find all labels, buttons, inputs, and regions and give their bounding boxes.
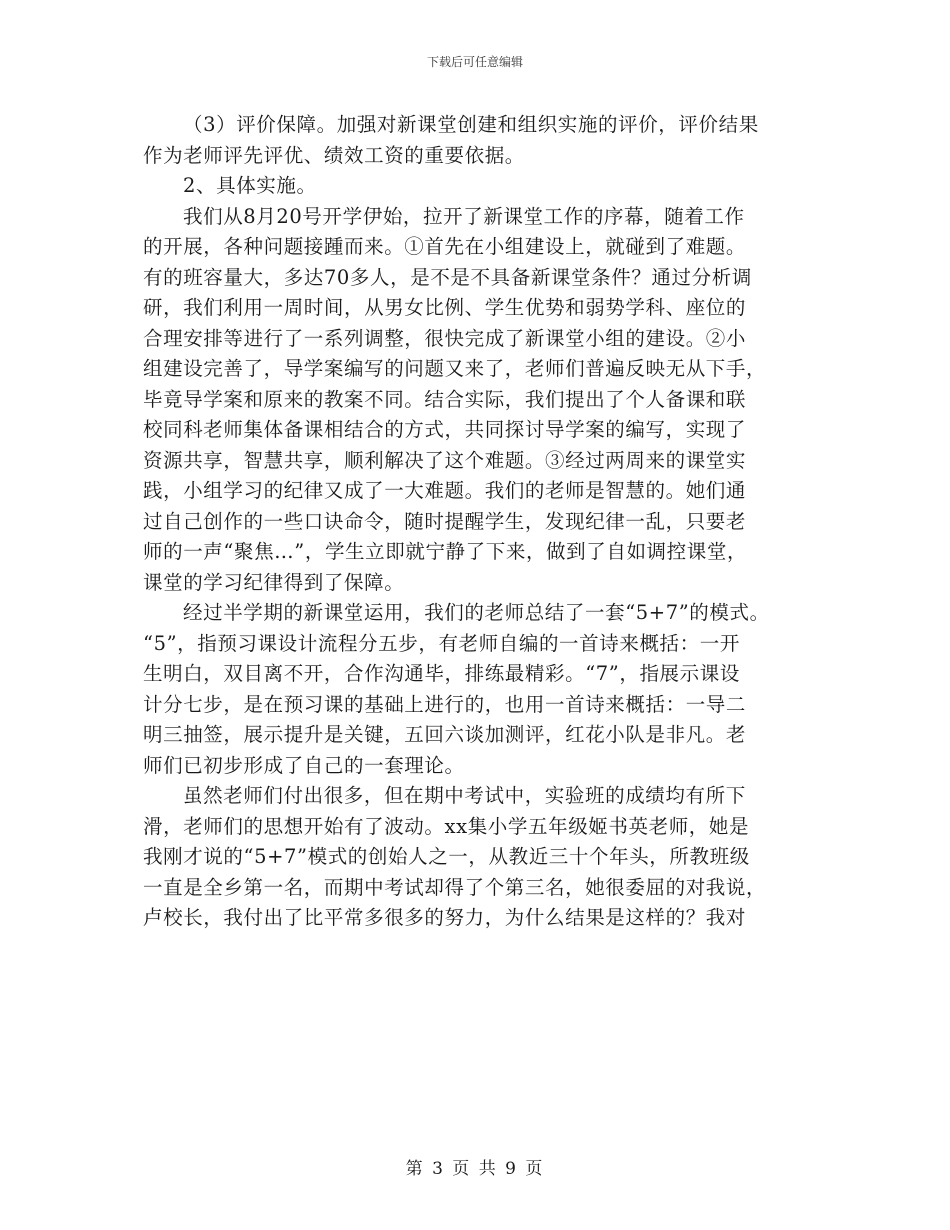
text-line-16: 课堂的学习纪律得到了保障。 xyxy=(143,570,405,594)
text-line-11: 校同科老师集体备课相结合的方式，共同探讨导学案的编写，实现了 xyxy=(143,418,747,441)
text-line-12: 资源共享，智慧共享，顺利解决了这个难题。③经过两周来的课堂实 xyxy=(143,448,747,472)
text-line-22: 师们已初步形成了自己的一套理论。 xyxy=(143,753,465,777)
text-line-25: 我刚才说的“5+7”模式的创始人之一，从教近三十个年头，所教班级 xyxy=(143,845,750,868)
text-line-9: 组建设完善了，导学案编写的问题又来了，老师们普遍反映无从下手， xyxy=(143,357,767,380)
text-line-26: 一直是全乡第一名，而期中考试却得了个第三名，她很委屈的对我说， xyxy=(143,875,767,899)
text-line-27: 卢校长，我付出了比平常多很多的努力，为什么结果是这样的？我对 xyxy=(143,906,747,929)
text-line-14: 过自己创作的一些口诀命令，随时提醒学生，发现纪律一乱，只要老 xyxy=(143,509,747,533)
text-line-2: 作为老师评先评优、绩效工资的重要依据。 xyxy=(143,143,525,167)
text-line-7: 研，我们利用一周时间，从男女比例、学生优势和弱势学科、座位的 xyxy=(143,296,747,319)
text-line-15: 师的一声“聚焦…”，学生立即就宁静了下来，做到了自如调控课堂， xyxy=(143,540,748,563)
text-line-1: （3）评价保障。加强对新课堂创建和组织实施的评价，评价结果 xyxy=(183,113,759,136)
text-line-6: 有的班容量大，多达70多人，是不是不具备新课堂条件？通过分析调 xyxy=(143,265,752,289)
text-line-19: 生明白，双目离不开，合作沟通毕，排练最精彩。“7”，指展示课设 xyxy=(143,662,740,685)
text-line-23: 虽然老师们付出很多，但在期中考试中，实验班的成绩均有所下 xyxy=(183,784,746,807)
text-line-3: 2、具体实施。 xyxy=(183,174,317,197)
document-body xyxy=(143,110,813,934)
text-line-4: 我们从8月20号开学伊始，拉开了新课堂工作的序幕，随着工作 xyxy=(183,204,745,228)
text-line-5: 的开展，各种问题接踵而来。①首先在小组建设上，就碰到了难题。 xyxy=(143,235,747,258)
text-line-17: 经过半学期的新课堂运用，我们的老师总结了一套“5+7”的模式。 xyxy=(183,601,770,624)
text-line-20: 计分七步，是在预习课的基础上进行的，也用一首诗来概括：一导二 xyxy=(143,692,747,716)
text-line-13: 践，小组学习的纪律又成了一大难题。我们的老师是智慧的。她们通 xyxy=(143,479,747,502)
text-line-18: “5”，指预习课设计流程分五步，有老师自编的一首诗来概括：一开 xyxy=(143,631,740,655)
text-line-10: 毕竟导学案和原来的教案不同。结合实际，我们提出了个人备课和联 xyxy=(143,387,747,411)
page-header: 下载后可任意编辑 xyxy=(426,55,523,69)
text-line-8: 合理安排等进行了一系列调整，很快完成了新课堂小组的建设。②小 xyxy=(143,326,747,350)
page-footer: 第 3 页 共 9 页 xyxy=(405,1159,545,1179)
text-line-24: 滑，老师们的思想开始有了波动。xx集小学五年级姬书英老师，她是 xyxy=(143,814,750,838)
text-line-21: 明三抽签，展示提升是关键，五回六谈加测评，红花小队是非凡。老 xyxy=(143,723,747,746)
